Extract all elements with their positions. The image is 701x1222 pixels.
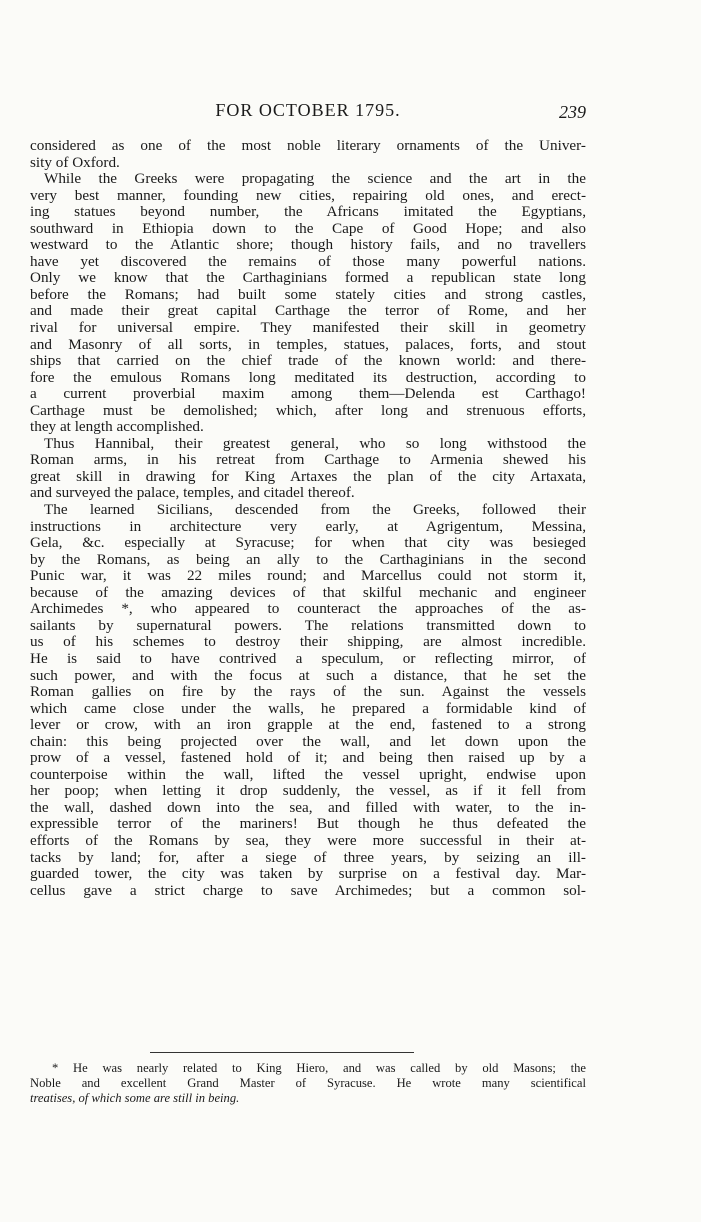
text-line: Roman gallies on fire by the rays of the sun. Against the vessels [30, 684, 586, 701]
text-line: Carthage must be demolished; which, after long and strenuous efforts, [30, 402, 586, 419]
text-line: Only we know that the Carthaginians formed a republican state long [30, 270, 586, 287]
text-line: her poop; when letting it drop suddenly, the vessel, as if it fell from [30, 783, 586, 800]
text-line: fore the emulous Romans long meditated its destruction, according to [30, 369, 586, 386]
text-line: guarded tower, the city was taken by surprise on a festival day. Mar- [30, 866, 586, 883]
text-line: sailants by supernatural powers. The relations transmitted down to [30, 617, 586, 634]
text-line: tacks by land; for, after a siege of three years, by seizing an ill- [30, 849, 586, 866]
page-number: 239 [559, 102, 586, 122]
text-line: a current proverbial maxim among them—Delenda est Carthago! [30, 386, 586, 403]
text-line: sity of Oxford. [30, 154, 120, 171]
text-line: prow of a vessel, fastened hold of it; and being then raised up by a [30, 750, 586, 767]
text-line: such power, and with the focus at such a distance, that he set the [30, 667, 586, 684]
text-line: instructions in architecture very early, at Agrigentum, Messina, [30, 518, 586, 535]
text-line: by the Romans, as being an ally to the Carthaginians in the second [30, 551, 586, 568]
text-line: efforts of the Romans by sea, they were more successful in their at- [30, 832, 586, 849]
text-line: rival for universal empire. They manifested their skill in geometry [30, 320, 586, 337]
text-line: He is said to have contrived a speculum, or reflecting mirror, of [30, 650, 586, 667]
text-line: Roman arms, in his retreat from Carthage to Armenia shewed his [30, 452, 586, 469]
text-line: and Masonry of all sorts, in temples, statues, palaces, forts, and stout [30, 336, 586, 353]
text-line: us of his schemes to destroy their shipping, are almost incredible. [30, 634, 586, 651]
text-line: they at length accomplished. [30, 419, 204, 436]
text-line: The learned Sicilians, descended from the Greeks, followed their [44, 502, 586, 519]
text-line: cellus gave a strict charge to save Archimedes; but a common sol- [30, 882, 586, 899]
text-line: Punic war, it was 22 miles round; and Marcellus could not storm it, [30, 568, 586, 585]
text-line: southward in Ethiopia down to the Cape of Good Hope; and also [30, 220, 586, 237]
text-line: have yet discovered the remains of those many powerful nations. [30, 253, 586, 270]
text-line: chain: this being projected over the wall, and let down upon the [30, 733, 586, 750]
footnote-line: treatises, of which some are still in being. [30, 1091, 240, 1105]
text-line: ships that carried on the chief trade of the known world: and there- [30, 353, 586, 370]
text-line: westward to the Atlantic shore; though history fails, and no travellers [30, 237, 586, 254]
text-line: great skill in drawing for King Artaxes the plan of the city Artaxata, [30, 468, 586, 485]
text-line: expressible terror of the mariners! But though he thus defeated the [30, 816, 586, 833]
text-line: because of the amazing devices of that skilful mechanic and engineer [30, 584, 586, 601]
text-line: and made their great capital Carthage the terror of Rome, and her [30, 303, 586, 320]
text-line: before the Romans; had built some stately cities and strong castles, [30, 286, 586, 303]
text-line: the wall, dashed down into the sea, and filled with water, to the in- [30, 799, 586, 816]
text-line: very best manner, founding new cities, repairing old ones, and erect- [30, 187, 586, 204]
running-head [30, 100, 586, 124]
text-line: counterpoise within the wall, lifted the vessel upright, endwise upon [30, 766, 586, 783]
text-line: and surveyed the palace, temples, and citadel thereof. [30, 485, 355, 502]
text-line: Thus Hannibal, their greatest general, who so long withstood the [44, 435, 586, 452]
text-line: While the Greeks were propagating the science and the art in the [44, 171, 586, 188]
text-line: ing statues beyond number, the Africans imitated the Egyptians, [30, 204, 586, 221]
text-line: which came close under the walls, he prepared a formidable kind of [30, 700, 586, 717]
footnote-line: Noble and excellent Grand Master of Syracuse. He wrote many scientifical [30, 1076, 586, 1090]
body-text [30, 138, 586, 899]
text-line: lever or crow, with an iron grapple at the end, fastened to a strong [30, 717, 586, 734]
text-line: considered as one of the most noble literary ornaments of the Univer- [30, 138, 586, 154]
page-title: FOR OCTOBER 1795. [215, 100, 401, 120]
footnote-line: * He was nearly related to King Hiero, and was called by old Masons; the [52, 1061, 586, 1075]
footnote [30, 1061, 586, 1106]
footnote-divider [150, 1052, 414, 1053]
text-line: Archimedes *, who appeared to counteract the approaches of the as- [30, 601, 586, 618]
text-line: Gela, &c. especially at Syracuse; for when that city was besieged [30, 535, 586, 552]
